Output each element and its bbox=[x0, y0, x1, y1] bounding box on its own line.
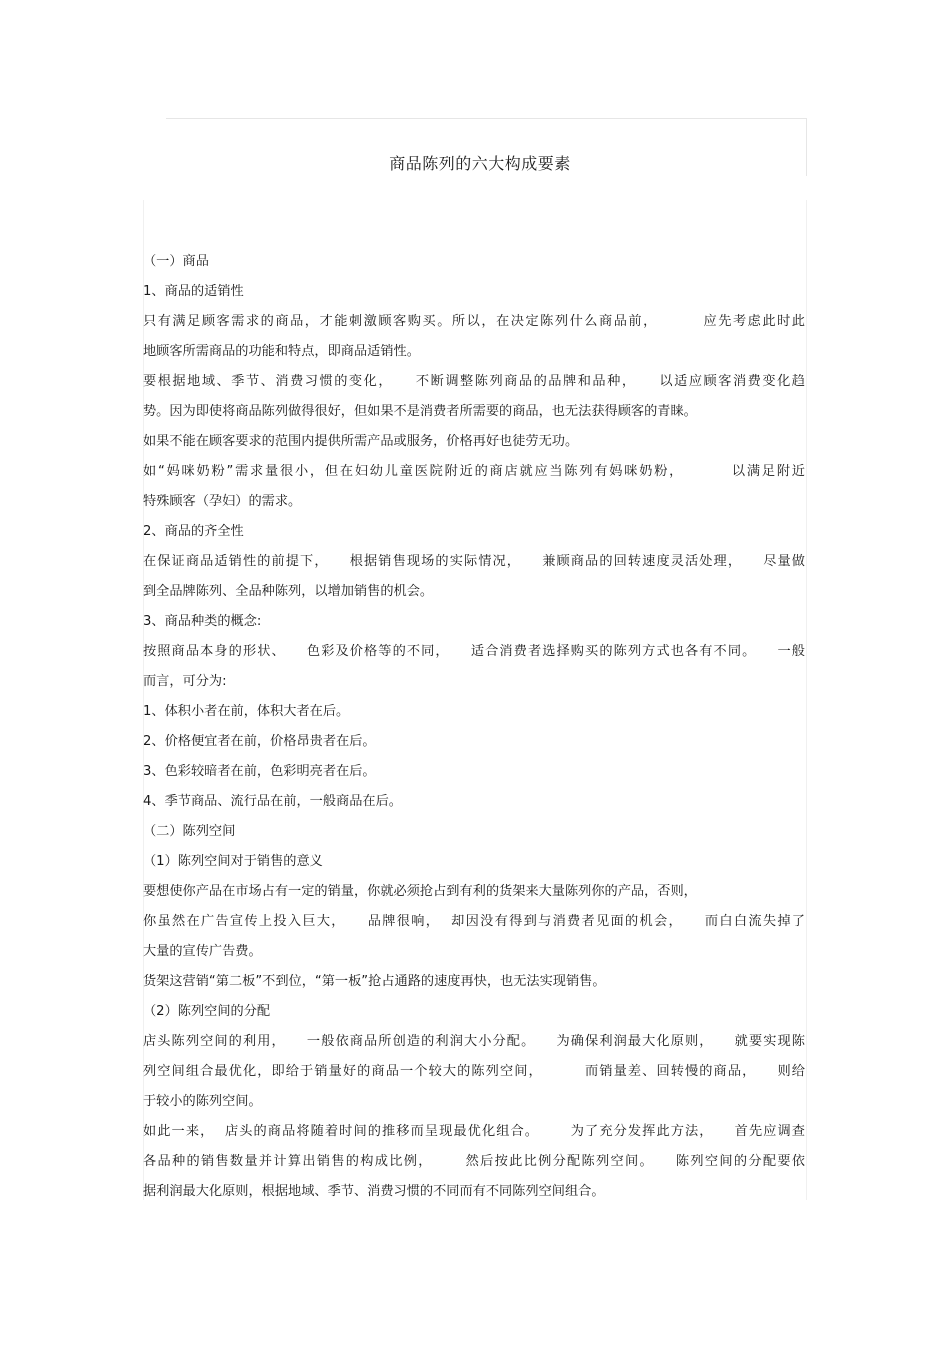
text-line: 特殊顾客（孕妇）的需求。 bbox=[143, 494, 302, 509]
text-line: 1、商品的适销性 bbox=[143, 284, 244, 299]
text-line: 势。因为即使将商品陈列做得很好，但如果不是消费者所需要的商品，也无法获得顾客的青睐。 bbox=[143, 404, 697, 419]
text-line: 2、价格便宜者在前，价格昂贵者在后。 bbox=[143, 734, 376, 749]
text-line: （一）商品 bbox=[143, 254, 209, 269]
text-line: 要想使你产品在市场占有一定的销量，你就必须抢占到有利的货架来大量陈列你的产品，否则， bbox=[143, 884, 697, 899]
text-line: 地顾客所需商品的功能和特点，即商品适销性。 bbox=[143, 344, 420, 359]
text-line: 在保证商品适销性的前提下， 根据销售现场的实际情况， 兼顾商品的回转速度灵活处理， 尽量做 bbox=[143, 554, 805, 569]
document-body bbox=[143, 251, 805, 1211]
text-line: （二）陈列空间 bbox=[143, 824, 236, 839]
text-line: 如此一来， 店头的商品将随着时间的推移而呈现最优化组合。 为了充分发挥此方法， 首先应调查 bbox=[143, 1124, 805, 1139]
text-line: 只有满足顾客需求的商品，才能刺激顾客购买。所以，在决定陈列什么商品前， 应先考虑此时此 bbox=[143, 314, 805, 329]
text-line: （2）陈列空间的分配 bbox=[143, 1004, 271, 1019]
text-line: 要根据地域、季节、消费习惯的变化， 不断调整陈列商品的品牌和品种， 以适应顾客消费变化趋 bbox=[143, 374, 805, 389]
text-line: 大量的宣传广告费。 bbox=[143, 944, 262, 959]
text-line: 2、商品的齐全性 bbox=[143, 524, 244, 539]
top-border-line bbox=[166, 118, 807, 119]
text-line: 如果不能在顾客要求的范围内提供所需产品或服务，价格再好也徒劳无功。 bbox=[143, 434, 579, 449]
text-line: 而言，可分为: bbox=[143, 674, 227, 689]
text-line: 据利润最大化原则，根据地域、季节、消费习惯的不同而有不同陈列空间组合。 bbox=[143, 1184, 605, 1199]
text-line: 到全品牌陈列、全品种陈列，以增加销售的机会。 bbox=[143, 584, 434, 599]
text-line: 货架这营销“第二板”不到位，“第一板”抢占通路的速度再快，也无法实现销售。 bbox=[143, 974, 606, 989]
text-line: 各品种的销售数量并计算出销售的构成比例， 然后按此比例分配陈列空间。 陈列空间的分配要依 bbox=[143, 1154, 805, 1169]
body-right-border bbox=[806, 200, 807, 1200]
text-line: 你虽然在广告宣传上投入巨大， 品牌很响， 却因没有得到与消费者见面的机会， 而白白流失掉了 bbox=[143, 914, 805, 929]
text-line: 按照商品本身的形状、 色彩及价格等的不同， 适合消费者选择购买的陈列方式也各有不同。 一般 bbox=[143, 644, 805, 659]
text-line: 如“妈咪奶粉”需求量很小，但在妇幼儿童医院附近的商店就应当陈列有妈咪奶粉， 以满足附近 bbox=[143, 464, 805, 479]
text-line: （1）陈列空间对于销售的意义 bbox=[143, 854, 323, 869]
text-line: 于较小的陈列空间。 bbox=[143, 1094, 262, 1109]
text-line: 4、季节商品、流行品在前，一般商品在后。 bbox=[143, 794, 402, 809]
text-line: 1、体积小者在前，体积大者在后。 bbox=[143, 704, 350, 719]
text-line: 3、色彩较暗者在前，色彩明亮者在后。 bbox=[143, 764, 376, 779]
text-line: 店头陈列空间的利用， 一般依商品所创造的利润大小分配。 为确保利润最大化原则， 就要实现陈 bbox=[143, 1034, 805, 1049]
text-line: 3、商品种类的概念: bbox=[143, 614, 262, 629]
text-line: 列空间组合最优化，即给于销量好的商品一个较大的陈列空间， 而销量差、回转慢的商品， 则给 bbox=[143, 1064, 805, 1079]
document-title: 商品陈列的六大构成要素 bbox=[389, 154, 571, 173]
